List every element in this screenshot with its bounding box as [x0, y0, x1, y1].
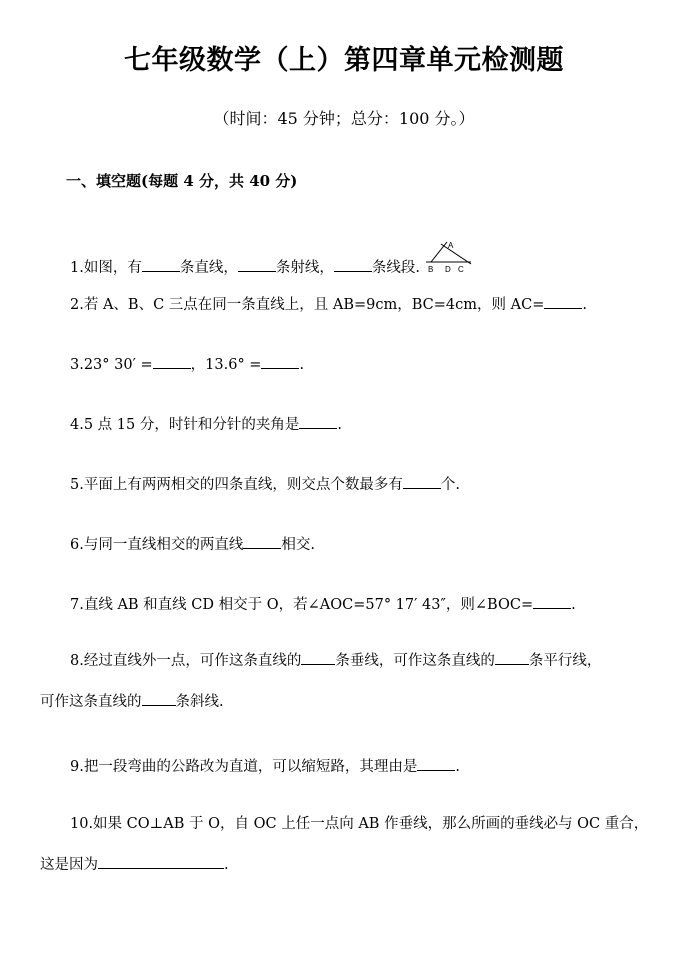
figure-label-c: C: [457, 265, 464, 274]
question-8-line-1: [40, 641, 660, 682]
question-10-text-a: 10.如果 CO⊥AB 于 O，自 OC 上任一点向 AB 作垂线，那么所画的垂线必与 OC 重合，: [70, 816, 649, 832]
question-2-text-b: .: [582, 297, 587, 313]
line-figure: [425, 240, 477, 274]
answer-blank[interactable]: [142, 257, 180, 272]
question-9: [70, 755, 460, 776]
figure-label-b: B: [427, 265, 433, 274]
question-8-text-e: 条斜线.: [175, 694, 224, 710]
question-5-text-a: 5.平面上有两两相交的四条直线，则交点个数最多有: [70, 477, 403, 493]
figure-line-ab: [431, 242, 447, 262]
answer-blank[interactable]: [544, 294, 582, 309]
question-8-text-b: 条垂线，可作这条直线的: [335, 653, 495, 669]
figure-line-ac: [441, 244, 471, 264]
question-1-text-a: 1.如图，有: [70, 260, 142, 276]
answer-blank[interactable]: [403, 474, 441, 489]
question-7-text-a: 7.直线 AB 和直线 CD 相交于 O，若∠AOC=57° 17′ 43″，则∠BOC=: [70, 597, 534, 613]
question-4-text-a: 4.5 点 15 分，时针和分针的夹角是: [70, 417, 300, 433]
question-7: [70, 593, 576, 614]
question-2: [70, 293, 587, 314]
question-5: [70, 473, 460, 494]
question-1: [70, 240, 477, 277]
answer-blank[interactable]: [533, 594, 571, 609]
question-8-text-c: 条平行线，: [528, 653, 602, 669]
answer-blank[interactable]: [153, 354, 191, 369]
question-1-text-c: 条射线，: [275, 260, 334, 276]
question-8-text-d: 可作这条直线的: [40, 694, 142, 710]
question-8-text-a: 8.经过直线外一点，可作这条直线的: [70, 653, 302, 669]
answer-blank[interactable]: [142, 691, 176, 706]
question-2-text-a: 2.若 A、B、C 三点在同一条直线上，且 AB=9cm，BC=4cm，则 AC=: [70, 297, 545, 313]
question-9-text-a: 9.把一段弯曲的公路改为直道，可以缩短路，其理由是: [70, 759, 418, 775]
question-10-line-2: [40, 845, 660, 886]
question-10-line-1: [40, 804, 660, 845]
question-1-text-b: 条直线，: [179, 260, 238, 276]
answer-blank[interactable]: [301, 650, 335, 665]
answer-blank[interactable]: [417, 756, 455, 771]
question-4: [70, 413, 342, 434]
answer-blank[interactable]: [98, 854, 224, 869]
question-8-line-2: [40, 682, 660, 723]
page-title: 七年级数学（上）第四章单元检测题: [124, 45, 564, 76]
question-5-text-b: 个.: [440, 477, 460, 493]
question-3-text-a: 3.23° 30′ =: [70, 357, 153, 373]
question-4-text-b: .: [337, 417, 342, 433]
question-6: [70, 533, 315, 554]
question-3: [70, 353, 304, 374]
section-heading: 一、填空题(每题 4 分，共 40 分): [66, 172, 298, 190]
question-10: [40, 804, 660, 886]
question-1-text-d: 条线段.: [371, 260, 420, 276]
answer-blank[interactable]: [243, 534, 281, 549]
answer-blank[interactable]: [299, 414, 337, 429]
question-3-text-b: ，13.6° =: [190, 357, 262, 373]
answer-blank[interactable]: [334, 257, 372, 272]
page-subtitle: （时间：45 分钟；总分：100 分。）: [213, 109, 475, 128]
answer-blank[interactable]: [495, 650, 529, 665]
question-8: [40, 641, 660, 723]
answer-blank[interactable]: [238, 257, 276, 272]
question-10-text-b: 这是因为: [40, 857, 98, 873]
figure-label-d: D: [444, 265, 451, 274]
question-6-text-b: 相交.: [281, 537, 315, 553]
question-6-text-a: 6.与同一直线相交的两直线: [70, 537, 244, 553]
question-9-text-b: .: [455, 759, 460, 775]
figure-label-a: A: [447, 241, 453, 250]
answer-blank[interactable]: [261, 354, 299, 369]
question-10-text-c: .: [224, 857, 229, 873]
question-3-text-c: .: [299, 357, 305, 373]
question-7-text-b: .: [571, 597, 576, 613]
